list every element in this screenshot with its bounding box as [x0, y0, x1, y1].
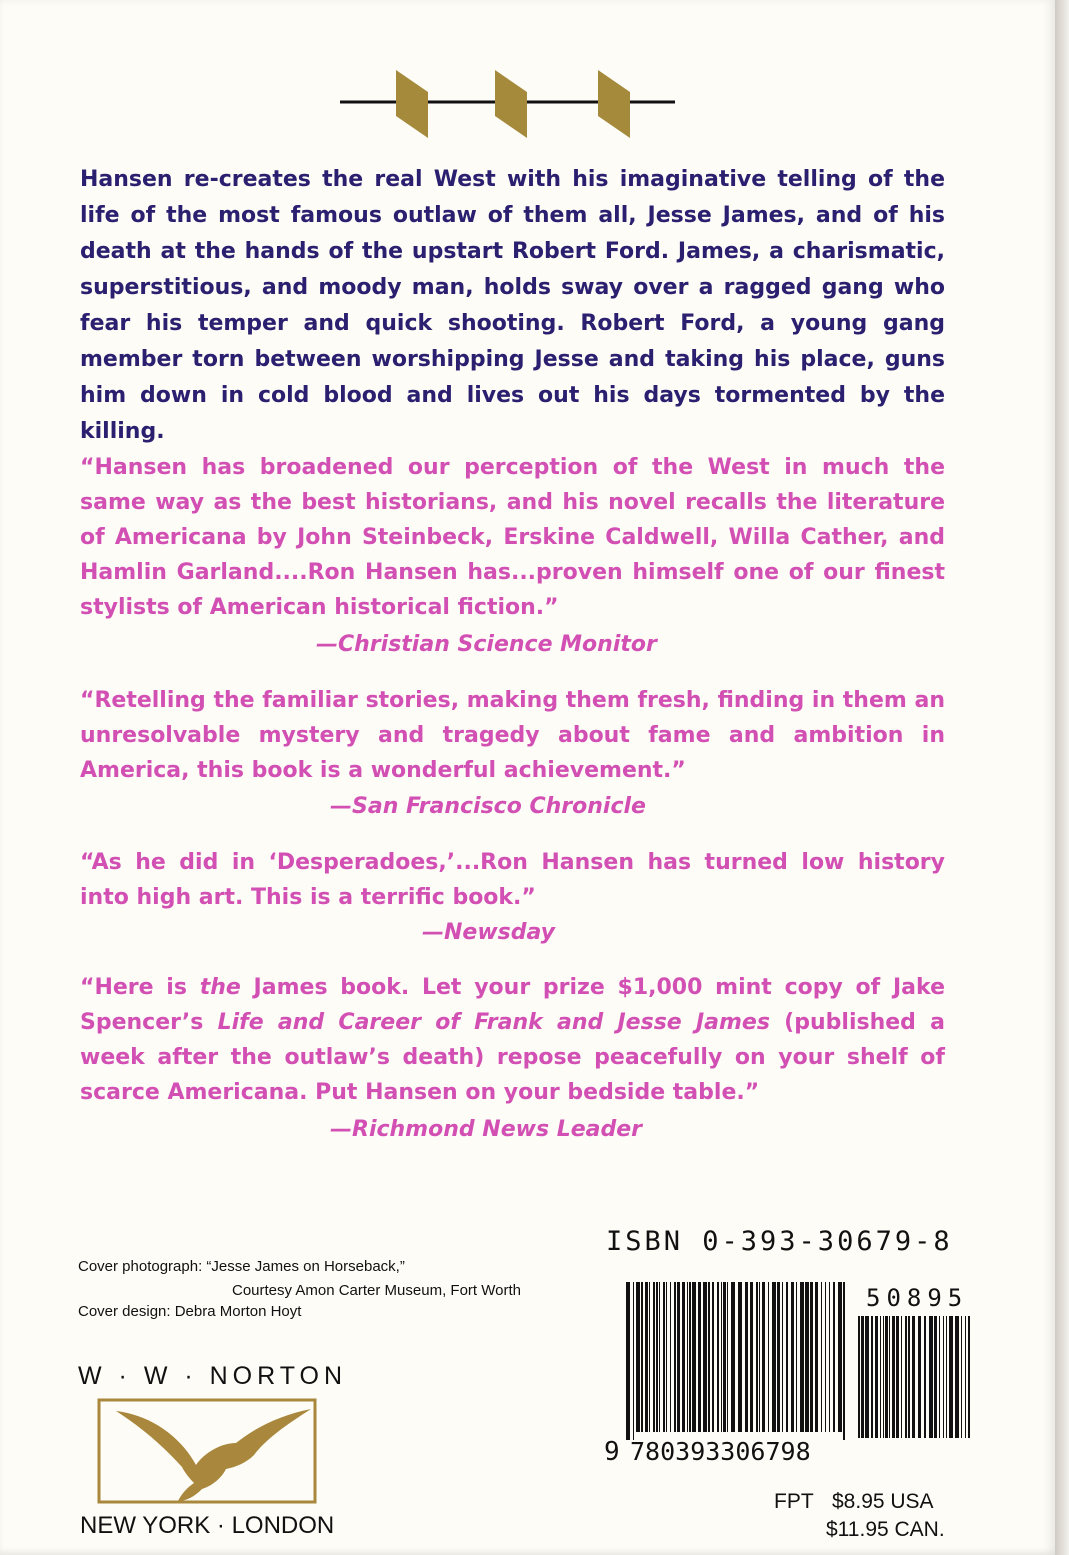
barcode-bar [682, 1282, 685, 1432]
barcode-bar [889, 1316, 890, 1438]
review-quote-2: “Retelling the familiar stories, making them fresh, finding in them an unresolvable mystery and tragedy about fame and ambition in America, this book is a wonderful achievement.” [80, 688, 945, 783]
review-source-3: —Newsday [422, 920, 556, 945]
barcode-bar [782, 1282, 783, 1432]
barcode-bar [838, 1282, 842, 1432]
barcode-bar [768, 1282, 769, 1432]
design-credit: Cover design: Debra Morton Hoyt [78, 1303, 302, 1320]
barcode-bar [965, 1316, 966, 1438]
barcode-bar [905, 1316, 907, 1438]
barcode-bar [703, 1282, 707, 1432]
barcode-bar [901, 1316, 902, 1438]
barcode-bar [708, 1282, 710, 1432]
barcode-bar [885, 1316, 888, 1438]
barcode-bar [750, 1282, 753, 1432]
barcode-lead-digit: 9 [604, 1437, 620, 1466]
ean-bars [626, 1282, 845, 1440]
barcode-bar [689, 1282, 691, 1432]
barcode-bar [896, 1316, 899, 1438]
price-code: FPT [774, 1490, 814, 1513]
price-canada: $11.95 CAN. [826, 1518, 945, 1541]
ornament-divider [340, 60, 675, 140]
barcode-bar [871, 1316, 873, 1438]
barcode-bar [939, 1316, 940, 1438]
barcode-bar [880, 1316, 881, 1438]
barcode-bar [626, 1282, 630, 1440]
barcode-bar [674, 1282, 676, 1432]
barcode-bar [649, 1282, 650, 1432]
barcode-digits: 780393306798 [630, 1437, 811, 1466]
barcode-bar [738, 1282, 742, 1432]
barcode-bar [883, 1316, 884, 1438]
barcode-bar [663, 1282, 665, 1432]
barcode-bar [800, 1282, 804, 1432]
publisher-name: W · W · NORTON [78, 1362, 348, 1390]
barcode-bar [666, 1282, 667, 1432]
publisher-cities: NEW YORK · LONDON [80, 1512, 335, 1539]
barcode-bar [805, 1282, 809, 1432]
barcode-bar [892, 1316, 895, 1438]
quote-4-emphasis: the [199, 975, 241, 1000]
barcode-bar [858, 1316, 860, 1438]
barcode-bar [908, 1316, 910, 1438]
quote-4-part-1: “Here is [80, 975, 200, 1000]
barcode-bar [727, 1282, 728, 1432]
barcode-bar [961, 1316, 962, 1438]
addon-bars [858, 1316, 970, 1438]
barcode-bar [829, 1282, 830, 1432]
barcode-bar [861, 1316, 864, 1438]
barcode-bar [875, 1316, 878, 1438]
barcode-bar [717, 1282, 719, 1432]
barcode-bar [943, 1316, 944, 1438]
barcode-bar [815, 1282, 818, 1432]
barcode-bar [756, 1282, 758, 1432]
barcode-bar [796, 1282, 797, 1432]
barcode-bar [698, 1282, 701, 1432]
quote-4-book-title: Life and Career of Frank and Jesse James [217, 1010, 770, 1035]
seagull-logo [96, 1397, 318, 1505]
barcode-bar [731, 1282, 735, 1432]
ornament-diamond-1 [396, 70, 428, 138]
barcode-bar [636, 1282, 640, 1432]
barcode-bar [659, 1282, 660, 1432]
barcode-bar [656, 1282, 658, 1432]
barcode-bar [791, 1282, 794, 1432]
barcode-bar [946, 1316, 947, 1438]
barcode-bar [759, 1282, 760, 1432]
book-blurb: Hansen re-creates the real West with his imaginative telling of the life of the most famous outlaw of them all, Jesse James, and of his death at the hands of the upstart Robert Ford. James, a charismatic, superstitious, and moody man, holds sway over a ragged gang who fear his temper and quick shooting. Robert Ford, a young gang member torn between worshipping Jesse and taking his place, guns him down in cold blood and lives out his days tormented by the killing. [80, 167, 945, 444]
barcode-bar [934, 1316, 937, 1438]
barcode-bar [929, 1316, 933, 1438]
quote-4-part-2: James book. Let your prize $1,000 mint copy of Jake Spencer’s [80, 975, 945, 1035]
barcode-bar [677, 1282, 680, 1432]
review-source-2: —San Francisco Chronicle [330, 794, 646, 819]
barcode-bar [712, 1282, 714, 1432]
barcode-bar [912, 1316, 915, 1438]
barcode-bar [721, 1282, 722, 1432]
barcode-bar [833, 1282, 835, 1432]
barcode-bar [865, 1316, 869, 1438]
review-source-1: —Christian Science Monitor [316, 632, 657, 657]
photo-courtesy: Courtesy Amon Carter Museum, Fort Worth [232, 1282, 521, 1299]
barcode-bar [670, 1282, 671, 1432]
barcode-bar [955, 1316, 959, 1438]
barcode-bar [645, 1282, 648, 1432]
barcode-bar [786, 1282, 788, 1432]
seagull-shape [116, 1409, 311, 1501]
barcode-bar [918, 1316, 921, 1438]
barcode-bar [924, 1316, 926, 1438]
review-quote-4 [80, 970, 945, 1110]
barcode-bar [777, 1282, 780, 1432]
review-source-4: —Richmond News Leader [330, 1117, 643, 1142]
barcode-bar [825, 1282, 826, 1432]
quote-4-part-3: (published a week after the outlaw’s death) repose peacefully on your shelf of scarce Americana. Put Hansen on your bedside table.” [80, 1010, 946, 1105]
review-quote-3: “As he did in ‘Desperadoes,’...Ron Hansen has turned low history into high art. This is a terrific book.” [80, 850, 945, 910]
barcode-bar [762, 1282, 765, 1432]
barcode-bar [633, 1282, 634, 1440]
isbn: ISBN 0-393-30679-8 [606, 1226, 953, 1257]
price-usa: $8.95 USA [832, 1490, 934, 1513]
review-quote-1: “Hansen has broadened our perception of the West in much the same way as the best historians, and his novel recalls the literature of Americana by John Steinbeck, Erskine Caldwell, Willa Cather, and Hamlin Garland....Ron Hansen has...proven himself one of our finest stylists of American historical fiction.” [80, 455, 945, 620]
barcode-bar [745, 1282, 748, 1432]
barcode-bar [687, 1282, 688, 1432]
barcode-bar [692, 1282, 696, 1432]
barcode-bar [810, 1282, 813, 1432]
barcode-bar [843, 1282, 845, 1440]
barcode-bar [949, 1316, 953, 1438]
barcode-bar [653, 1282, 655, 1432]
photo-credit: Cover photograph: “Jesse James on Horseback,” [78, 1258, 405, 1275]
barcode-addon-digits: 50895 [866, 1284, 969, 1312]
barcode-bar [772, 1282, 776, 1432]
ornament-diamond-3 [598, 70, 630, 138]
ornament-diamond-2 [495, 70, 527, 138]
barcode [600, 1280, 976, 1466]
barcode-bar [723, 1282, 726, 1432]
barcode-bar [968, 1316, 970, 1438]
barcode-bar [641, 1282, 643, 1432]
barcode-bar [821, 1282, 822, 1432]
page-edge [1055, 0, 1069, 1555]
